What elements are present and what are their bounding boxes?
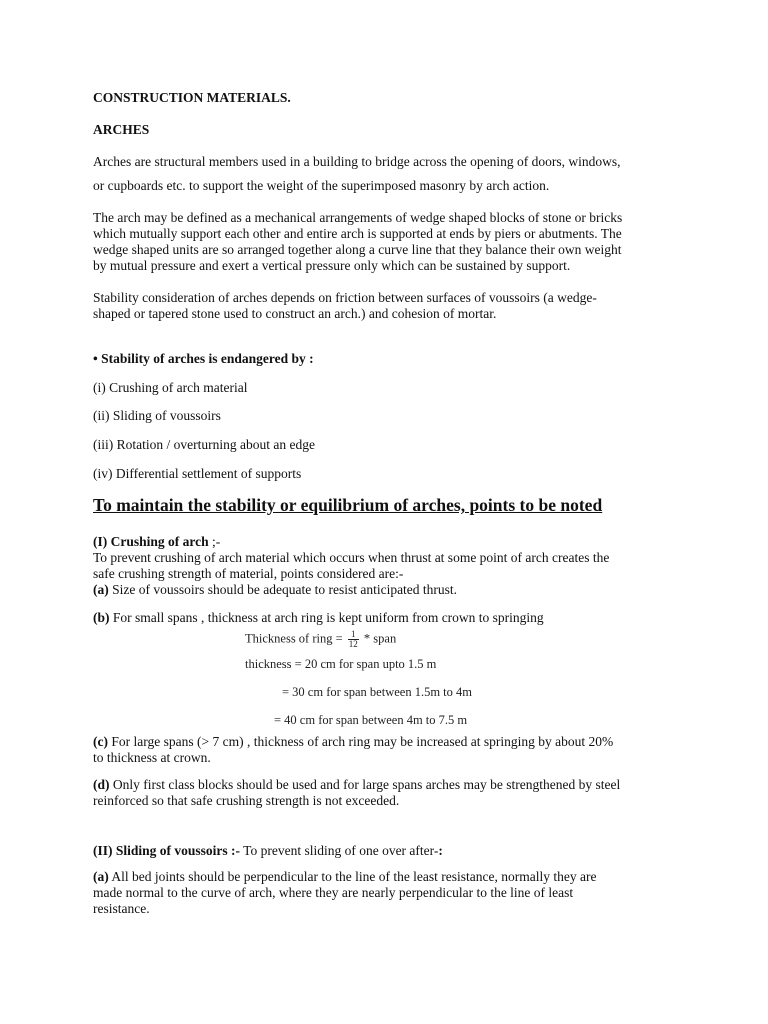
paragraph-line: To prevent crushing of arch material which occurs when thrust at some point of arch creates the (93, 550, 610, 565)
crushing-label: (I) Crushing of arch (93, 534, 209, 549)
main-heading: To maintain the stability or equilibrium of arches, points to be noted (93, 495, 603, 515)
sliding-item-a (93, 868, 596, 885)
formula-prefix: Thickness of ring = (245, 631, 346, 646)
crushing-suffix: ;- (208, 534, 221, 549)
stability-heading: • Stability of arches is endangered by : (93, 351, 314, 366)
sliding-label: (II) Sliding of voussoirs :- (93, 843, 241, 858)
item-text: Only first class blocks should be used and for large spans arches may be strengthened by steel (109, 777, 621, 792)
item-label: (b) (93, 610, 110, 625)
thickness-line-3: = 40 cm for span between 4m to 7.5 m (274, 713, 468, 727)
document-title: CONSTRUCTION MATERIALS. (93, 90, 291, 105)
sliding-colon: : (438, 843, 443, 858)
thickness-formula (245, 630, 396, 649)
paragraph-line: resistance. (93, 901, 150, 916)
crushing-item-b (93, 609, 544, 626)
paragraph-line: made normal to the curve of arch, where they are nearly perpendicular to the line of least (93, 885, 574, 900)
paragraph-line: The arch may be defined as a mechanical arrangements of wedge shaped blocks of stone or bricks (93, 210, 623, 225)
crushing-item-c (93, 733, 613, 750)
paragraph-line: Stability consideration of arches depends on friction between surfaces of voussoirs (a wedge- (93, 290, 597, 305)
paragraph-line: wedge shaped units are so arranged together along a curve line that they balance their own weight (93, 242, 622, 257)
paragraph-line: to thickness at crown. (93, 750, 211, 765)
item-label: (a) (93, 869, 109, 884)
formula-suffix: * span (360, 631, 397, 646)
item-text: For small spans , thickness at arch ring is kept uniform from crown to springing (109, 610, 544, 625)
item-text: All bed joints should be perpendicular to the line of the least resistance, normally they are (108, 869, 597, 884)
item-label: (a) (93, 582, 109, 597)
paragraph-line: or cupboards etc. to support the weight of the superimposed masonry by arch action. (93, 178, 550, 193)
paragraph-line: safe crushing strength of material, points considered are:- (93, 566, 404, 581)
section-heading-arches: ARCHES (93, 122, 150, 137)
crushing-item-d (93, 776, 620, 793)
sliding-heading (93, 842, 443, 859)
sliding-text: To prevent sliding of one over after- (240, 843, 439, 858)
list-item: (i) Crushing of arch material (93, 380, 248, 395)
paragraph-line: Arches are structural members used in a building to bridge across the opening of doors, windows, (93, 154, 621, 169)
paragraph-line: by mutual pressure and exert a vertical pressure only which can be sustained by support. (93, 258, 571, 273)
list-item: (iii) Rotation / overturning about an edge (93, 437, 315, 452)
thickness-line-1: thickness = 20 cm for span upto 1.5 m (245, 657, 437, 671)
paragraph-line: shaped or tapered stone used to construct an arch.) and cohesion of mortar. (93, 306, 497, 321)
crushing-heading (93, 533, 220, 550)
item-text: Size of voussoirs should be adequate to resist anticipated thrust. (108, 582, 458, 597)
item-label: (c) (93, 734, 108, 749)
crushing-item-a (93, 581, 457, 598)
item-text: For large spans (> 7 cm) , thickness of arch ring may be increased at springing by about 20% (107, 734, 614, 749)
item-label: (d) (93, 777, 110, 792)
fraction (348, 630, 359, 649)
fraction-denominator: 12 (348, 639, 358, 649)
paragraph-line: which mutually support each other and entire arch is supported at ends by piers or abutments. The (93, 226, 622, 241)
paragraph-line: reinforced so that safe crushing strength is not exceeded. (93, 793, 400, 808)
list-item: (iv) Differential settlement of supports (93, 466, 302, 481)
thickness-line-2: = 30 cm for span between 1.5m to 4m (282, 685, 472, 699)
fraction-numerator: 1 (348, 630, 359, 640)
list-item: (ii) Sliding of voussoirs (93, 408, 221, 423)
